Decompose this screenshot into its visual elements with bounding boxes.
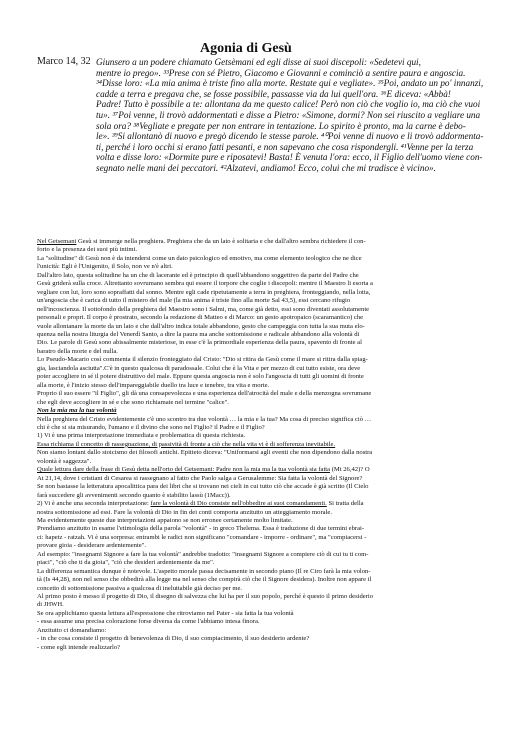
- text-line: provare gioia - desiderare ardentemente".: [37, 542, 147, 550]
- text-line: farà succedere gli avvenimenti secondo quanto è stabilito lassù (1Macc)).: [37, 491, 231, 499]
- underlined-statement: fare la volontà di Dio consiste nell'obbedire ai suoi comandamenti.: [150, 500, 327, 508]
- scripture-reference: Marco 14, 32: [37, 56, 91, 67]
- text-line: gia, lasciandola asciutta".C'è in questo qualcosa di paradossale. Colui che è la Vita e per mezzo di cui tutto esiste, ora deve: [37, 364, 361, 372]
- text-line: quenza nella nostra liturgia del Venerdì Santo, a dire la paura ma anche sottomissione e radicale abbandono alla volontà di: [37, 330, 360, 338]
- text-line: mentre io prego». ³³Prese con sé Pietro, Giacomo e Giovanni e cominciò a sentire paura e angoscia.: [96, 67, 466, 78]
- text-line: Anzitutto ci domandiamo:: [37, 626, 107, 634]
- text-line: segnato nelle mani dei peccatori. ⁴²Alzatevi, andiamo! Ecco, colui che mi tradisce è vicino».: [96, 162, 436, 173]
- text-line: di JHWH.: [37, 601, 64, 609]
- gospel-passage: [96, 57, 508, 174]
- text-line: nostra sottomissione ad essi. Fare la volontà di Dio in fin dei conti comporta anzitutto un atteggiamento morale.: [37, 508, 333, 516]
- text-line: Se non bastasse la letteratura apocalittica para dei libri che si trovano nei cieli in cui tutto ciò che accade è già scritto (Il Cielo: [37, 483, 369, 491]
- text-line: che egli deve accogliere in sé e che sono richiamate nel termine "calice".: [37, 398, 229, 406]
- paragraph-line: [37, 238, 505, 246]
- text-line: Prendiamo anzitutto in esame l'etimologia della parola "volontà" - in greco Thelema. Essa è traduzione di due termini ebrai-: [37, 525, 365, 533]
- paragraph-block: [37, 416, 505, 441]
- text-line: chi è che si sta misurando, l'umano e il divino che sono nel Figlio? il Padre e il Figlio?: [37, 423, 265, 431]
- text-line: forto e la presenza dei suoi più intimi.: [37, 246, 137, 254]
- text-line: Gesù griderà sulla croce. Altrettanto sovrumano sembra qui essere il torpore che coglie i discepoli: mentre il Maestro li esorta a: [37, 280, 373, 288]
- text-line: - come egli intende realizzarlo?: [37, 643, 121, 651]
- text-line: cadde a terra e pregava che, se fosse possibile, passasse via da lui quell'ora. ³⁶E diceva: «Abbà!: [96, 88, 451, 99]
- text-line: nell'incoscienza. Il sottofondo della preghiera del Maestro sono i Salmi, ma, come già detto, essi sono diventati assolutamente: [37, 305, 370, 313]
- text-line: ti, perché i loro occhi si erano fatti pesanti, e non sapevano che cosa rispondergli. ⁴¹Venne per la terza: [96, 141, 474, 152]
- text-line: vegliare con lui, loro sono sopraffatti dal sonno. Mentre egli cade ripetutamente a terra in preghiera, fronteggiando, nella lotta,: [37, 288, 371, 296]
- text-line: Ma evidentemente queste due interpretazioni appaiono se non erronee certamente molto limitate.: [37, 516, 293, 524]
- text-line: piaci", "ciò che ti da gioia", "ciò che desideri ardentemente da me".: [37, 559, 215, 567]
- text-line: Dio. Le parole di Gesù sono abissalmente misteriose, in esse c'è la primordiale esperienza della paura, spavento di fronte al: [37, 339, 362, 347]
- section-heading: Non la mia ma la tua volontà: [37, 407, 117, 415]
- lead-phrase: Nel Getsemani: [37, 238, 77, 245]
- text-line: volontà è saggezza".: [37, 457, 92, 465]
- text-line: - in che cosa consiste il progetto di benevolenza di Dio, il suo compiacimento, il suo desiderio ardente?: [37, 635, 310, 643]
- text-line: Dall'altro lato, questa solitudine ha un che di lacerante ed è principio di quell'abbandono soggettivo da parte del Padre che: [37, 271, 359, 279]
- text-run: Gesù si immerge nella preghiera. Preghiera che da un lato è solitaria e che dall'altro sembra richiedere il con-: [76, 238, 366, 245]
- text-line: tà (Is 44,28), non nel senso che obbedirà alla legge ma nel senso che compirà ciò che il Signore desidera). Inoltre non appare il: [37, 576, 372, 584]
- text-line: Al primo posto è messo il progetto di Dio, il disegno di salvezza che lui ha per il suo popolo, perché è questo il primo desiderio: [37, 593, 374, 601]
- text-line: Se ora applichiamo questa lettura all'espressione che ritroviamo nel Pater - sia fatta la tua volontà: [37, 609, 294, 617]
- text-line: Giunsero a un podere chiamato Getsèmani ed egli disse ai suoi discepoli: «Sedetevi qui,: [96, 57, 421, 67]
- paragraph-block: [37, 475, 505, 500]
- text-line: - essa assume una precisa colorazione forse diversa da come l'abbiamo intesa finora.: [37, 618, 260, 626]
- text-line: Lo Pseudo-Macario così commenta il silenzio fronteggiato dal Cristo: "Dio si ritira da Gesù come il mare si ritira dalla spiag-: [37, 356, 368, 364]
- text-line: concetto di sottomissione passiva a qualcosa di ineluttabile già deciso per me.: [37, 584, 243, 592]
- text-line: At 21,14, dove i cristiani di Cesarea si rassegnano al fatto che Paolo salga a Gerusalemme: Sia fatta la volontà del Signore?: [37, 474, 363, 482]
- page-title: Agonia di Gesù: [200, 41, 292, 56]
- text-line: La differenza semantica dunque è notevole. L'aspetto morale passa decisamente in secondo piano (Il re Ciro farà la mia volon-: [37, 567, 371, 575]
- text-run: Si tratta della: [326, 500, 364, 508]
- text-line: Padre! Tutto è possibile a te: allontana da me questo calice! Però non ciò che voglio io, ma ciò che vuoi: [96, 99, 481, 110]
- paragraph-block: [37, 449, 505, 466]
- text-line: La "solitudine" di Gesù non è da intendersi come un dato psicologico ed emotivo, ma come elemento teologico che ne dice: [37, 254, 362, 262]
- text-line: Non siamo lontani dallo stoicismo dei filosofi antichi. Epitteto diceva: "Uniformarsi agli eventi che non dipendono dalla nostra: [37, 449, 373, 457]
- text-line: sola ora? ³⁸Vegliate e pregate per non entrare in tentazione. Lo spirito è pronto, ma la carne è debo-: [96, 120, 466, 131]
- text-line: personali e propri. Il corpo è prostrato, secondo la redazione di Matteo e di Marco: un gesto apotropaico (scaramantico) che: [37, 314, 364, 322]
- paragraph-line: [37, 500, 505, 508]
- text-line: un'angoscia che è carica di tutto il mistero del male (la mia anima è triste fino alla morte Sal 43,5), essi cercano rifugio: [37, 297, 351, 305]
- paragraph-block: [37, 509, 505, 653]
- paragraph-block: [37, 246, 505, 407]
- text-line: Proprio il suo essere "il Figlio", gli dà una consapevolezza e una esperienza dell'atrocità del male e della menzogna sovrumane: [37, 390, 372, 398]
- underlined-question: Quale lettura dare della frase di Gesù detta nell'orto del Getsemani: Padre non la mia ma la tua volontà sia fatta: [37, 466, 331, 474]
- text-line: Nella preghiera del Cristo evidentemente c'è uno scontro tra due volontà … la mia e la tua? Ma cosa di preciso significa ciò …: [37, 415, 372, 423]
- text-line: alla morte, è l'inizio stesso dell'impareggiabile duello tra luce e tenebre, tra vita e morte.: [37, 381, 270, 389]
- underlined-statement: Essa richiama il concetto di rassegnazione, di passività di fronte a ciò che nella vita vi è di sofferenza inevitabile.: [37, 440, 336, 448]
- text-line: vuole allontanare la morte da un lato e che dall'altro indica totale abbandono, gesto che campeggia con tutta la sua muta elo-: [37, 322, 365, 330]
- text-line: ³⁴Disse loro: «La mia anima è triste fino alla morte. Restate qui e vegliate». ³⁵Poi, andato un po' innanzi,: [96, 78, 484, 89]
- text-line: Ad esempio: "insegnami Signore a fare la tua volontà" andrebbe tradotto: "insegnami Signore a compiere ciò di cui tu ti com-: [37, 550, 369, 558]
- text-line: 1) Vi è una prima interpretazione immediata e problematica di questa richiesta.: [37, 432, 246, 440]
- commentary-body: [37, 238, 505, 652]
- text-line: baratro della morte e del nulla.: [37, 347, 118, 355]
- paragraph-line: [37, 466, 505, 474]
- text-line: l'unicità: Egli è l'Unigenito, il Solo, non ve n'è altri.: [37, 263, 173, 271]
- text-line: ci: hapetz - ratzah. Vi è una sorpresa: entrambi le radici non significano "comandare - imporre - ordinare", ma "compiacersi -: [37, 533, 367, 541]
- text-line: volta e disse loro: «Dormite pure e riposatevi! Basta! È venuta l'ora: ecco, il Figlio dell'uomo viene con-: [96, 152, 483, 163]
- text-run: 2) Vi è anche una seconda interpretazione:: [37, 500, 151, 508]
- text-line: poter accogliere in sé il potere distruttivo del male. Eppure questa angoscia non è solo l'angoscia di tutti gli uomini di fronte: [37, 373, 364, 381]
- text-run: (Mt 26,42)? O: [330, 466, 370, 474]
- text-line: tu». ³⁷Poi venne, li trovò addormentati e disse a Pietro: «Simone, dormi? Non sei riuscito a vegliare una: [96, 109, 481, 120]
- text-line: le». ³⁹Si allontanò di nuovo e pregò dicendo le stesse parole. ⁴⁰Poi venne di nuovo e li trovò addormenta-: [96, 131, 484, 142]
